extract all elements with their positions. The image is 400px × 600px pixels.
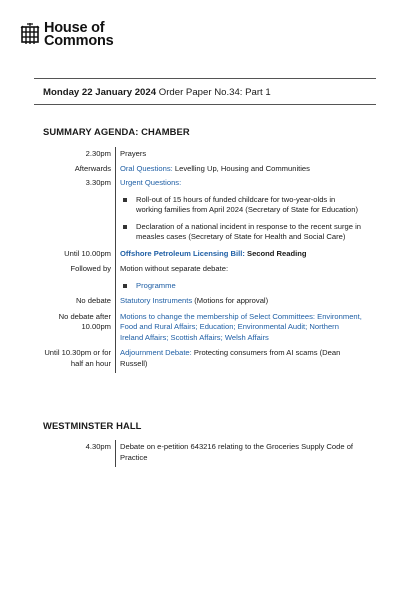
agenda-row-oral-questions — [43, 164, 363, 179]
agenda-time: 2.30pm — [85, 149, 111, 158]
portcullis-icon — [20, 22, 40, 46]
order-paper-title — [43, 87, 271, 98]
agenda-row-statutory-instruments — [43, 296, 363, 312]
logo-line-2: Commons — [44, 33, 114, 49]
agenda-item-statutory-instruments — [115, 296, 363, 312]
urgent-question-2: Declaration of a national incident in response to the recent surge in measles cases (Secretary of State for Health and Social Care) — [136, 221, 361, 241]
agenda-time: Until 10.00pm — [64, 248, 111, 258]
title-rule — [34, 104, 376, 105]
agenda-item-e-petition: Debate on e-petition 643216 relating to the Groceries Supply Code of Practice — [115, 440, 363, 467]
agenda-time: No debate — [75, 296, 111, 305]
westminster-hall-heading: WESTMINSTER HALL — [43, 420, 142, 431]
agenda-item-urgent-questions — [115, 178, 363, 249]
oral-questions-subject: Levelling Up, Housing and Communities — [172, 163, 310, 173]
bullet-square-icon — [123, 198, 127, 202]
agenda-row-followed-by — [43, 264, 363, 296]
agenda-item-oral-questions — [115, 164, 363, 179]
westminster-hall-agenda — [43, 440, 363, 467]
logo-wordmark — [44, 22, 114, 48]
agenda-row-urgent-questions — [43, 178, 363, 249]
statutory-instruments-note: (Motions for approval) — [192, 296, 269, 305]
bullet-square-icon — [123, 284, 127, 288]
adjournment-debate-link[interactable]: Adjournment Debate: — [120, 348, 192, 357]
offshore-bill-stage: Second Reading — [244, 248, 307, 258]
chamber-heading: SUMMARY AGENDA: CHAMBER — [43, 126, 190, 137]
agenda-row-prayers — [43, 147, 363, 164]
bullet-square-icon — [123, 225, 127, 229]
agenda-time: 4.30pm — [85, 442, 111, 451]
list-item — [120, 281, 363, 292]
urgent-question-1: Roll-out of 15 hours of funded childcare for two-year-olds in working families from April 2024 (Secretary of State for Education) — [136, 194, 359, 214]
list-item — [120, 222, 363, 243]
agenda-row-committee-motions — [43, 312, 363, 349]
motion-text: Motion without separate debate: — [120, 264, 229, 273]
committee-list[interactable]: Environment, Food and Rural Affairs; Education; Environmental Audit; Northern Ireland Affairs; Scottish Affairs; Welsh Affairs — [120, 311, 362, 342]
house-of-commons-logo — [20, 22, 114, 48]
agenda-item-adjournment — [115, 348, 363, 373]
agenda-time: Until 10.30pm or for half an hour — [44, 348, 111, 368]
order-paper-date: Monday 22 January 2024 — [43, 87, 157, 98]
urgent-questions-link[interactable]: Urgent Questions: — [120, 178, 182, 187]
agenda-item-prayers: Prayers — [115, 147, 363, 164]
statutory-instruments-link[interactable]: Statutory Instruments — [120, 296, 193, 305]
agenda-item-motion — [115, 264, 363, 296]
agenda-time: No debate after 10.00pm — [58, 311, 111, 331]
agenda-row-e-petition — [43, 440, 363, 467]
agenda-row-adjournment — [43, 348, 363, 373]
programme-link[interactable]: Programme — [136, 280, 176, 290]
offshore-bill-link[interactable]: Offshore Petroleum Licensing Bill: — [120, 248, 245, 258]
chamber-agenda — [43, 147, 363, 373]
agenda-row-offshore-bill — [43, 249, 363, 265]
agenda-time: Afterwards — [74, 163, 111, 173]
agenda-item-committee-motions — [115, 312, 363, 349]
order-paper-number: Order Paper No.34: Part 1 — [158, 87, 271, 98]
agenda-time: Followed by — [70, 264, 111, 273]
top-rule — [34, 78, 376, 79]
select-committees-link[interactable]: Motions to change the membership of Select Committees: — [120, 311, 315, 321]
logo-line-1: House of — [44, 20, 105, 36]
list-item — [120, 195, 363, 216]
adjournment-debate-subject: Protecting consumers from AI scams (Dean Russell) — [120, 348, 341, 368]
oral-questions-link[interactable]: Oral Questions: — [120, 163, 173, 173]
agenda-time: 3.30pm — [85, 178, 111, 187]
agenda-item-offshore-bill — [115, 249, 363, 265]
